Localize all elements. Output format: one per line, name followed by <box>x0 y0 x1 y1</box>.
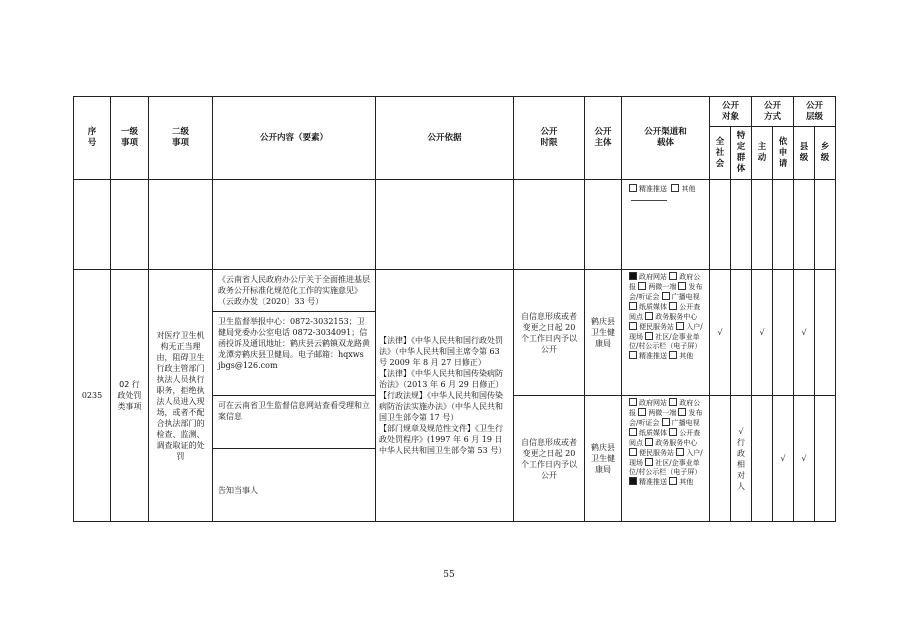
disclosure-table <box>73 96 836 522</box>
checkbox-icon <box>638 282 646 290</box>
checkbox-icon <box>629 302 637 310</box>
checkbox-icon <box>629 477 637 485</box>
row-layer-county-1: √ <box>794 270 815 396</box>
row-time-1: 自信息形成或者变更之日起 20 个工作日内予以公开 <box>514 270 585 396</box>
row-content-1 <box>213 270 376 396</box>
checkbox-icon <box>645 458 653 466</box>
row-level1: 02 行政处罚类事项 <box>111 270 149 522</box>
header-subject: 公开主体 <box>585 97 622 180</box>
row-layer-town-2 <box>815 396 836 522</box>
channel-list: 政府网站 政府公报 两微一端 发布会/听证会 广播电视 纸质媒体 公开查阅点 政务服务中心 便民服务站 入户/现场 社区/企事业单位/村公示栏（电子屏） 精准推送 其他 <box>629 399 703 486</box>
row-channels-2 <box>622 396 710 522</box>
row-mode-active-2 <box>752 396 773 522</box>
checkbox-icon <box>669 477 677 485</box>
channel-list: 政府网站 政府公报 两微一端 发布会/听证会 广播电视 纸质媒体 公开查阅点 政务服务中心 便民服务站 入户/现场 社区/企事业单位/村公示栏（电子屏） 精准推送 其他 <box>629 273 703 360</box>
checkbox-icon <box>669 272 677 280</box>
continuation-channels: 精准推送 其他 <box>622 180 710 270</box>
row-layer-town-1 <box>815 270 836 396</box>
row-subject-1: 鹤庆县卫生健康局 <box>585 270 622 396</box>
row-level2: 对医疗卫生机构无正当理由，阻碍卫生行政主管部门执法人员执行职务，拒绝执法人员进入现场，或者不配合执法部门的检查、监测、调查取证的处罚 <box>149 270 213 522</box>
checkbox-icon <box>678 408 686 416</box>
content-decree: 《云南省人民政府办公厅关于全面推进基层政务公开标准化规范化工作的实施意见》（云政办发〔2020〕33 号） <box>213 270 375 312</box>
header-level1: 一级事项 <box>111 97 149 180</box>
checkbox-icon <box>669 428 677 436</box>
header-mode-active: 主动 <box>752 127 773 180</box>
row-layer-county-2: √ <box>794 396 815 522</box>
checkbox-icon <box>671 184 679 192</box>
checkbox-icon <box>629 272 637 280</box>
row-content-2 <box>213 396 376 522</box>
checkbox-icon <box>669 351 677 359</box>
checkbox-icon <box>662 292 670 300</box>
row-subject-2: 鹤庆县卫生健康局 <box>585 396 622 522</box>
header-time: 公开时限 <box>514 97 585 180</box>
divider <box>631 200 667 201</box>
header-target-specific: 特定群体 <box>731 127 752 180</box>
checkbox-icon <box>645 312 653 320</box>
checkbox-icon <box>629 351 637 359</box>
header-seq: 序号 <box>74 97 111 180</box>
checkbox-icon <box>629 184 637 192</box>
row-target-specific-1 <box>731 270 752 396</box>
row-mode-active-1: √ <box>752 270 773 396</box>
checkbox-icon <box>676 322 684 330</box>
header-layer-county: 县级 <box>794 127 815 180</box>
table-row <box>74 270 836 396</box>
checkbox-icon <box>629 398 637 406</box>
row-seq: 0235 <box>74 270 111 522</box>
row-basis: 【法律】《中华人民共和国行政处罚法》（中华人民共和国主席令第 63 号 2009 年 8 月 27 日修正） 【法律】《中华人民共和国传染病防治法》（2013 年 6 月 29 日修正） 【行政法规】《中华人民共和国传染病防治法实施办法》（中华人民共和国卫生部令第 17 号） 【部门规章及规范性文件】《卫生行政处罚程序》(1997 年 6 月 19 日中华人民共和国卫生部令第 53 号） <box>376 270 514 522</box>
row-channels-1 <box>622 270 710 396</box>
checkbox-icon <box>676 448 684 456</box>
header-target-group: 公开对象 <box>710 97 752 127</box>
header-layer-town: 乡级 <box>815 127 836 180</box>
checkbox-icon <box>678 282 686 290</box>
content-contact: 卫生监督举报中心：0872-3032153；卫健局党委办公室电话 0872-3034091；信函投诉及通讯地址：鹤庆县云鹤镇双龙路黄龙潭旁鹤庆县卫健局。电子邮箱：hqxws jbgs@126.com <box>218 317 370 370</box>
header-mode-request: 依申请 <box>773 127 794 180</box>
checkbox-icon <box>645 332 653 340</box>
header-content: 公开内容（要素） <box>213 97 376 180</box>
checkbox-icon <box>629 322 637 330</box>
page-number: 55 <box>443 570 455 580</box>
row-mode-request-1 <box>773 270 794 396</box>
header-basis: 公开依据 <box>376 97 514 180</box>
checkbox-icon <box>638 408 646 416</box>
checkbox-icon <box>669 302 677 310</box>
header-channel: 公开渠道和载体 <box>622 97 710 180</box>
checkbox-icon <box>629 428 637 436</box>
header-level2: 二级事项 <box>149 97 213 180</box>
row-target-all-1: √ <box>710 270 731 396</box>
header-mode-group: 公开方式 <box>752 97 794 127</box>
checkbox-icon <box>629 448 637 456</box>
checkbox-icon <box>662 418 670 426</box>
continuation-row <box>74 180 836 270</box>
header-target-all: 全社会 <box>710 127 731 180</box>
checkbox-icon <box>645 438 653 446</box>
content-notify: 告知当事人 <box>218 486 258 495</box>
header-layer-group: 公开层级 <box>794 97 836 127</box>
content-website: 可在云南省卫生监督信息网站查看受理和立案信息 <box>213 396 375 449</box>
row-target-all-2 <box>710 396 731 522</box>
row-time-2: 自信息形成或者变更之日起 20 个工作日内予以公开 <box>514 396 585 522</box>
row-target-specific-2: √行政相对人 <box>731 396 752 522</box>
row-mode-request-2: √ <box>773 396 794 522</box>
checkbox-icon <box>669 398 677 406</box>
